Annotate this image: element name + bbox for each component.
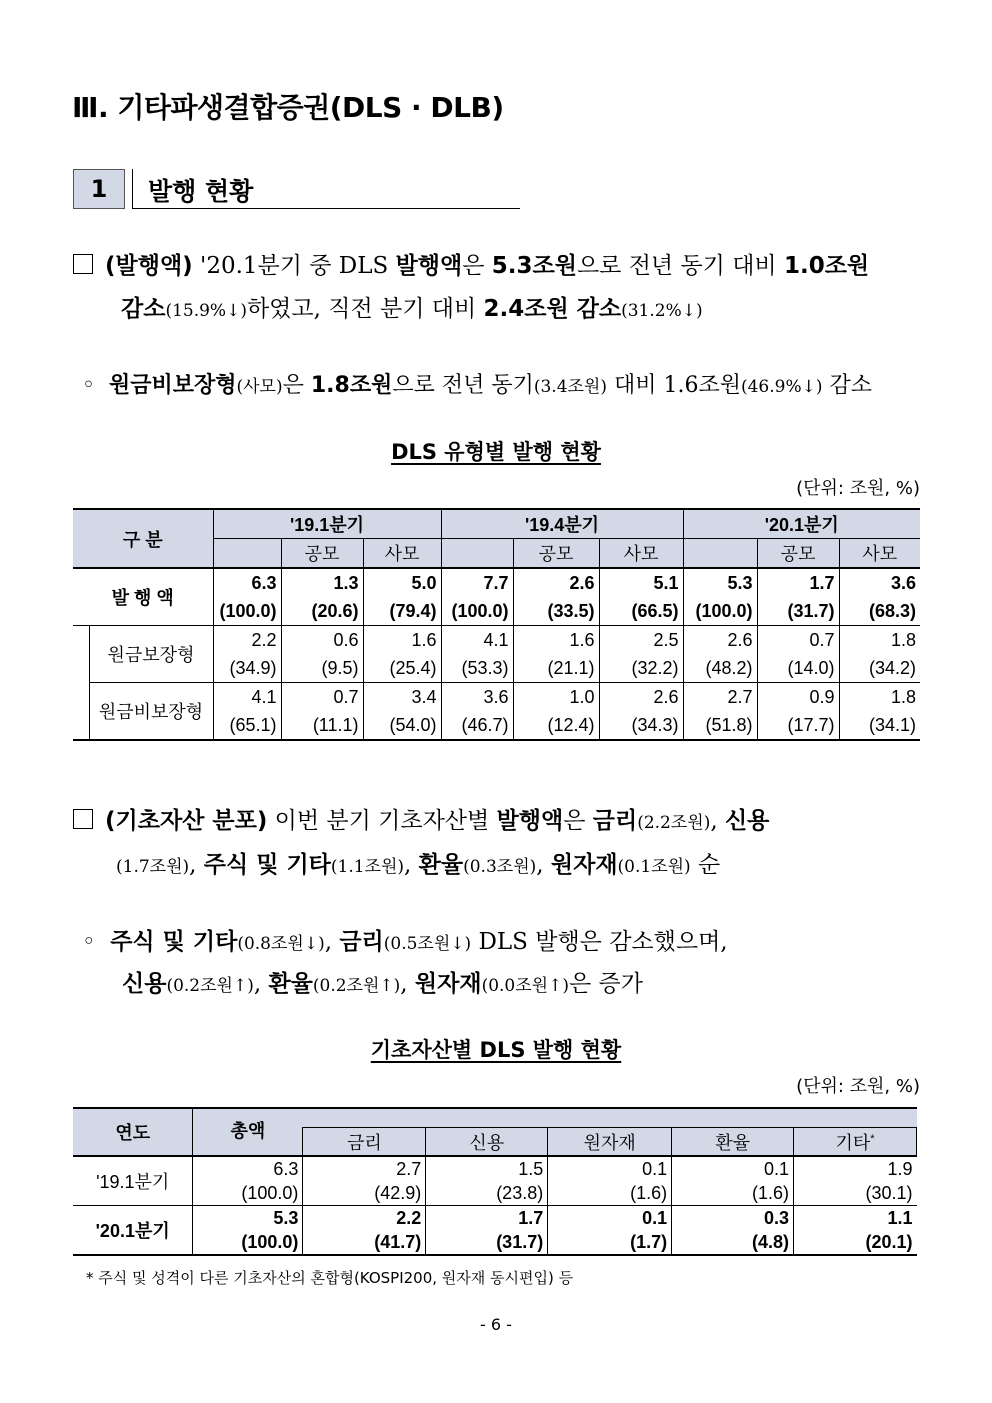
cell-value: 1.1 <box>794 1206 917 1231</box>
header-col-etc-label: 기타 <box>835 1132 871 1153</box>
bullet-icon: ◦ <box>82 929 96 955</box>
para4-bold: 환율 <box>268 971 313 997</box>
cell-percent: (1.7) <box>548 1230 672 1255</box>
para1-bold: 5.3조원 <box>491 253 577 279</box>
para3-line1 <box>73 802 769 835</box>
header-period-2: '19.4분기 <box>441 509 683 539</box>
para4-text: , <box>253 971 269 997</box>
indent-spacer <box>73 626 89 741</box>
cell-value: 2.7 <box>683 683 757 712</box>
header-sub-total <box>213 539 281 569</box>
cell-value: 2.6 <box>683 626 757 655</box>
page-number: - 6 - <box>480 1315 512 1334</box>
cell-value: 1.9 <box>794 1156 917 1181</box>
cell-value: 2.2 <box>303 1206 426 1231</box>
header-col-etc <box>794 1128 917 1156</box>
para4-small: (0.8조원↓) <box>237 934 325 954</box>
header-period-3: '20.1분기 <box>683 509 920 539</box>
para4-bold: 신용 <box>122 971 167 997</box>
cell-percent: (34.2) <box>839 654 920 683</box>
cell-value: 0.1 <box>672 1156 794 1181</box>
cell-value: 0.7 <box>757 626 839 655</box>
dls-underlying-table <box>73 1107 917 1256</box>
cell-percent: (100.0) <box>213 597 281 626</box>
para4-bold: 원자재 <box>414 971 482 997</box>
table-row <box>73 626 920 655</box>
cell-value: 5.3 <box>193 1206 303 1231</box>
para4-small: (0.2조원↑) <box>312 976 401 996</box>
cell-value: 3.6 <box>839 568 920 597</box>
para4-text: 은 증가 <box>568 971 643 997</box>
cell-value: 0.7 <box>281 683 363 712</box>
table-row <box>73 1206 917 1231</box>
cell-percent: (25.4) <box>363 654 441 683</box>
cell-percent: (23.8) <box>426 1181 548 1206</box>
table-row <box>73 1230 917 1255</box>
cell-value: 2.2 <box>213 626 281 655</box>
para3-small: (2.2조원) <box>637 813 711 833</box>
para2-text: 은 <box>282 373 311 398</box>
para3-text: 이번 분기 기초자산별 <box>267 808 497 834</box>
para1-label: (발행액) <box>105 253 193 279</box>
cell-percent: (100.0) <box>193 1230 303 1255</box>
cell-value: 5.0 <box>363 568 441 597</box>
para2-text: 감소 <box>822 373 872 398</box>
header-gubun: 구 분 <box>73 509 213 568</box>
header-sub-private: 사모 <box>839 539 920 569</box>
para4-small: (0.0조원↑) <box>481 976 569 996</box>
table2-title: 기초자산별 DLS 발행 현황 <box>370 1038 622 1062</box>
para4-text: , <box>324 929 340 955</box>
para1-line1 <box>73 247 869 280</box>
row-label: 발 행 액 <box>73 568 213 626</box>
cell-percent: (79.4) <box>363 597 441 626</box>
table1-title: DLS 유형별 발행 현황 <box>391 440 601 464</box>
header-col-rate: 금리 <box>303 1128 426 1156</box>
cell-value: 1.5 <box>426 1156 548 1181</box>
cell-percent: (48.2) <box>683 654 757 683</box>
header-col-commodity: 원자재 <box>548 1128 672 1156</box>
checkbox-bullet-icon <box>73 254 93 274</box>
footnote-mark: * <box>870 1132 875 1145</box>
cell-percent: (53.3) <box>441 654 513 683</box>
para3-text: , <box>536 852 551 878</box>
para1-small: (31.2%↓) <box>621 301 703 321</box>
para2-small: (3.4조원) <box>533 377 607 397</box>
section-divider <box>132 169 133 209</box>
para2-text: 대비 1.6조원 <box>607 373 741 398</box>
cell-value: 2.7 <box>303 1156 426 1181</box>
cell-value: 0.9 <box>757 683 839 712</box>
cell-percent: (100.0) <box>683 597 757 626</box>
cell-value: 3.4 <box>363 683 441 712</box>
table-row <box>73 683 920 712</box>
para1-small: (15.9%↓) <box>165 301 247 321</box>
para3-text: 순 <box>690 852 721 878</box>
para3-bold: 주식 및 기타 <box>203 852 331 878</box>
cell-value: 0.1 <box>548 1206 672 1231</box>
para3-text: , <box>710 808 725 834</box>
cell-value: 1.7 <box>426 1206 548 1231</box>
para1-text: 하였고, 직전 분기 대비 <box>246 296 484 322</box>
row-label: '20.1분기 <box>73 1206 193 1256</box>
table2-unit: (단위: 조원, %) <box>796 1076 920 1097</box>
cell-percent: (30.1) <box>794 1181 917 1206</box>
cell-percent: (34.9) <box>213 654 281 683</box>
para3-bold: 금리 <box>592 808 638 834</box>
cell-percent: (21.1) <box>513 654 599 683</box>
cell-percent: (42.9) <box>303 1181 426 1206</box>
cell-value: 2.6 <box>599 683 683 712</box>
para3-small: (1.1조원) <box>330 857 405 877</box>
header-sub-total <box>441 539 513 569</box>
row-label: 원금보장형 <box>89 626 213 683</box>
cell-value: 0.1 <box>548 1156 672 1181</box>
header-sub-private: 사모 <box>363 539 441 569</box>
header-year: 연도 <box>73 1108 193 1156</box>
footnote: * 주식 및 성격이 다른 기초자산의 혼합형(KOSPI200, 원자재 동시편입) 등 <box>86 1269 574 1287</box>
cell-percent: (20.1) <box>794 1230 917 1255</box>
cell-value: 6.3 <box>213 568 281 597</box>
cell-percent: (14.0) <box>757 654 839 683</box>
row-label: 원금비보장형 <box>89 683 213 741</box>
para2-bold: 1.8조원 <box>310 373 393 398</box>
para2-bold: 원금비보장형 <box>108 373 237 398</box>
para2-line1 <box>82 368 872 399</box>
para1-text: 으로 전년 동기 대비 <box>576 253 784 279</box>
table-row <box>73 568 920 597</box>
para4-bold: 금리 <box>339 929 384 955</box>
para2-small: (사모) <box>236 377 283 397</box>
para3-line2 <box>116 846 720 879</box>
cell-percent: (66.5) <box>599 597 683 626</box>
cell-value: 4.1 <box>213 683 281 712</box>
para1-text: '20.1분기 중 DLS <box>192 253 396 279</box>
cell-value: 1.0 <box>513 683 599 712</box>
header-sub-public: 공모 <box>281 539 363 569</box>
para3-text: , <box>404 852 419 878</box>
cell-value: 5.1 <box>599 568 683 597</box>
para2-text: 으로 전년 동기 <box>392 373 534 398</box>
cell-percent: (68.3) <box>839 597 920 626</box>
header-spacer <box>303 1108 917 1128</box>
table-row <box>73 1156 917 1181</box>
cell-percent: (20.6) <box>281 597 363 626</box>
para1-bold: 2.4조원 감소 <box>483 296 622 322</box>
cell-value: 2.6 <box>513 568 599 597</box>
cell-percent: (12.4) <box>513 711 599 740</box>
header-sub-private: 사모 <box>599 539 683 569</box>
table1-unit: (단위: 조원, %) <box>796 478 920 499</box>
cell-percent: (1.6) <box>548 1181 672 1206</box>
cell-percent: (65.1) <box>213 711 281 740</box>
cell-percent: (41.7) <box>303 1230 426 1255</box>
cell-value: 4.1 <box>441 626 513 655</box>
section-underline <box>132 208 520 209</box>
table-row <box>73 1181 917 1206</box>
para1-bold: 발행액 <box>395 253 463 279</box>
para3-label: (기초자산 분포) <box>105 808 268 834</box>
cell-value: 1.6 <box>513 626 599 655</box>
para3-bold: 원자재 <box>550 852 618 878</box>
para1-line2 <box>121 290 703 323</box>
para3-bold: 환율 <box>418 852 464 878</box>
section-number: 1 <box>73 169 125 209</box>
cell-percent: (100.0) <box>441 597 513 626</box>
cell-value: 0.6 <box>281 626 363 655</box>
chapter-title: Ⅲ. 기타파생결합증권(DLS · DLB) <box>72 91 504 124</box>
cell-percent: (51.8) <box>683 711 757 740</box>
cell-percent: (31.7) <box>757 597 839 626</box>
cell-value: 0.3 <box>672 1206 794 1231</box>
cell-percent: (46.7) <box>441 711 513 740</box>
cell-percent: (31.7) <box>426 1230 548 1255</box>
para3-bold: 발행액 <box>496 808 564 834</box>
para1-text: 은 <box>462 253 492 279</box>
header-col-fx: 환율 <box>672 1128 794 1156</box>
cell-percent: (33.5) <box>513 597 599 626</box>
cell-percent: (34.1) <box>839 711 920 740</box>
para2-small: (46.9%↓) <box>740 377 823 397</box>
section-title: 발행 현황 <box>148 177 254 206</box>
cell-value: 3.6 <box>441 683 513 712</box>
para1-bold: 1.0조원 <box>783 253 870 279</box>
header-period-1: '19.1분기 <box>213 509 441 539</box>
cell-value: 1.8 <box>839 683 920 712</box>
cell-percent: (100.0) <box>193 1181 303 1206</box>
para4-line1 <box>82 923 728 956</box>
row-label: '19.1분기 <box>73 1156 193 1206</box>
para3-small: (0.1조원) <box>617 857 691 877</box>
para3-text: 은 <box>563 808 593 834</box>
cell-value: 5.3 <box>683 568 757 597</box>
para3-small: (0.3조원) <box>463 857 537 877</box>
para3-small: (1.7조원) <box>116 857 190 877</box>
para4-line2 <box>122 965 643 998</box>
para4-text: , <box>400 971 415 997</box>
para4-bold: 주식 및 기타 <box>110 929 238 955</box>
para4-small: (0.5조원↓) <box>383 934 472 954</box>
para4-text: DLS 발행은 감소했으며, <box>471 929 728 955</box>
para3-bold: 신용 <box>724 808 770 834</box>
cell-percent: (17.7) <box>757 711 839 740</box>
cell-value: 1.7 <box>757 568 839 597</box>
para4-small: (0.2조원↑) <box>166 976 254 996</box>
checkbox-bullet-icon <box>73 809 93 829</box>
cell-percent: (1.6) <box>672 1181 794 1206</box>
header-sub-public: 공모 <box>757 539 839 569</box>
cell-percent: (32.2) <box>599 654 683 683</box>
cell-percent: (11.1) <box>281 711 363 740</box>
dls-type-table <box>73 508 920 741</box>
cell-percent: (34.3) <box>599 711 683 740</box>
cell-percent: (4.8) <box>672 1230 794 1255</box>
header-total: 총액 <box>193 1108 303 1156</box>
header-sub-public: 공모 <box>513 539 599 569</box>
para3-text: , <box>189 852 204 878</box>
header-sub-total <box>683 539 757 569</box>
cell-value: 1.3 <box>281 568 363 597</box>
cell-value: 7.7 <box>441 568 513 597</box>
cell-value: 1.8 <box>839 626 920 655</box>
cell-value: 6.3 <box>193 1156 303 1181</box>
header-col-credit: 신용 <box>426 1128 548 1156</box>
cell-percent: (9.5) <box>281 654 363 683</box>
para1-bold: 감소 <box>121 296 166 322</box>
cell-percent: (54.0) <box>363 711 441 740</box>
cell-value: 2.5 <box>599 626 683 655</box>
bullet-icon: ◦ <box>82 373 95 398</box>
cell-value: 1.6 <box>363 626 441 655</box>
